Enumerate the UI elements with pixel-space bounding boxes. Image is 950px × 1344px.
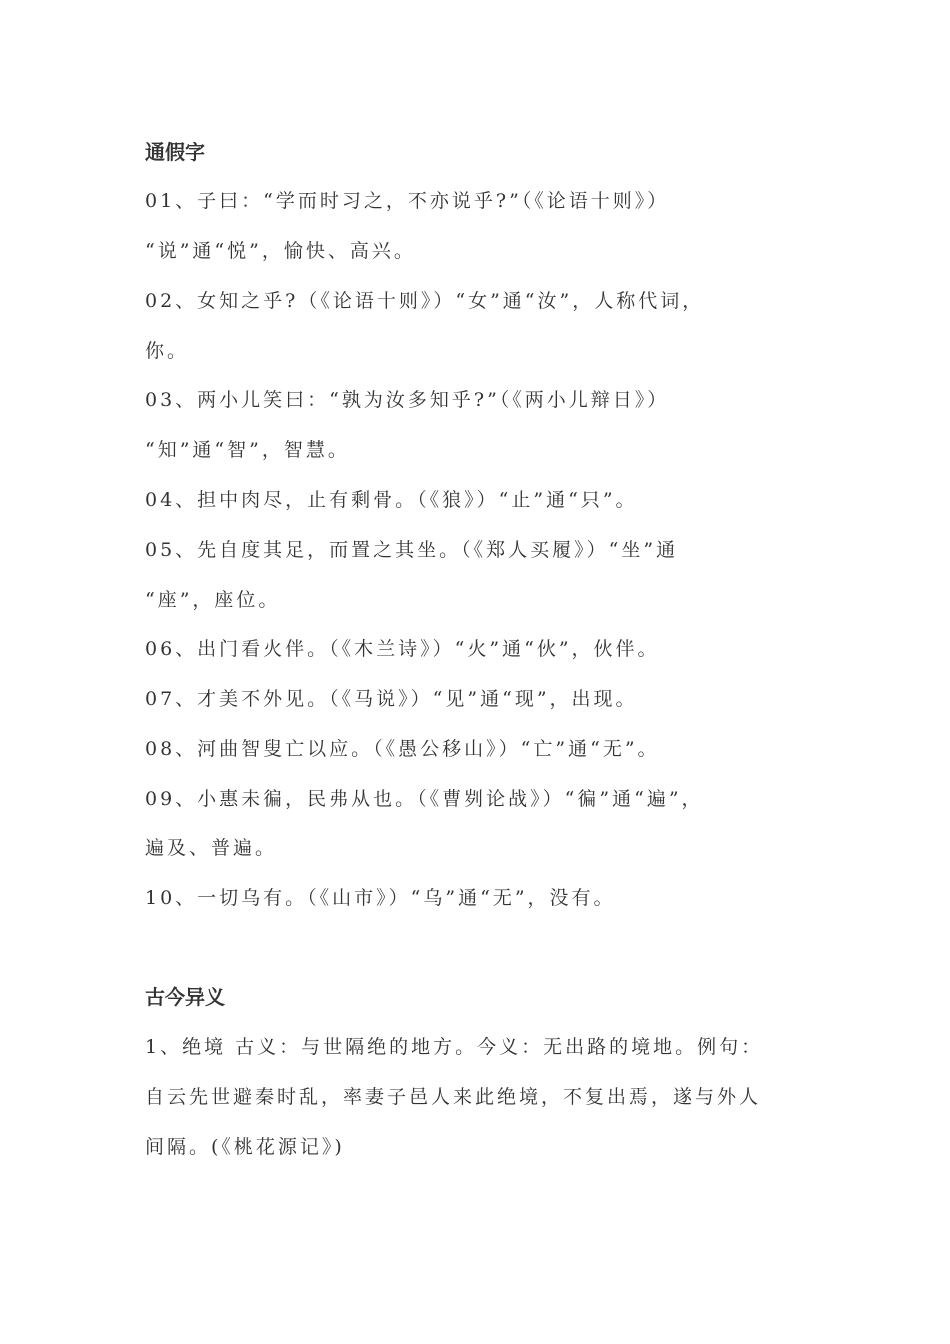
text-line: 03、两小儿笑曰：“孰为汝多知乎?”（《两小儿辩日》） <box>145 389 670 411</box>
text-line: 08、河曲智叟亡以应。（《愚公移山》）“亡”通“无”。 <box>145 738 660 760</box>
text-line: 10、一切乌有。（《山市》）“乌”通“无”，没有。 <box>145 887 616 909</box>
section-heading-tongjiazi: 通假字 <box>145 140 205 164</box>
text-line: 07、才美不外见。（《马说》）“见”通“现”，出现。 <box>145 688 638 710</box>
text-line: “知”通“智”，智慧。 <box>145 439 350 461</box>
text-line: 09、小惠未徧，民弗从也。（《曹刿论战》）“徧”通“遍”， <box>145 788 704 810</box>
text-line: 02、女知之乎?（《论语十则》）“女”通“汝”，人称代词， <box>145 290 705 312</box>
section-heading-gujinyiyi: 古今异义 <box>145 985 225 1009</box>
text-line: 04、担中肉尽，止有剩骨。（《狼》）“止”通“只”。 <box>145 489 638 511</box>
text-line: 01、子曰：“学而时习之，不亦说乎?”（《论语十则》） <box>145 190 670 212</box>
text-line: 05、先自度其足，而置之其坐。（《郑人买履》）“坐”通 <box>145 539 679 561</box>
text-line: 06、出门看火伴。（《木兰诗》）“火”通“伙”，伙伴。 <box>145 638 660 660</box>
text-line: 自云先世避秦时乱，率妻子邑人来此绝境，不复出焉，遂与外人 <box>145 1086 762 1108</box>
text-line: 遍及、普遍。 <box>145 837 278 859</box>
text-line: “说”通“悦”，愉快、高兴。 <box>145 240 416 262</box>
text-line: 你。 <box>145 340 190 362</box>
text-line: “座”，座位。 <box>145 589 281 611</box>
text-line: 间隔。(《桃花源记》) <box>145 1136 345 1158</box>
text-line: 1、绝境 古义：与世隔绝的地方。今义：无出路的境地。例句： <box>145 1036 764 1058</box>
